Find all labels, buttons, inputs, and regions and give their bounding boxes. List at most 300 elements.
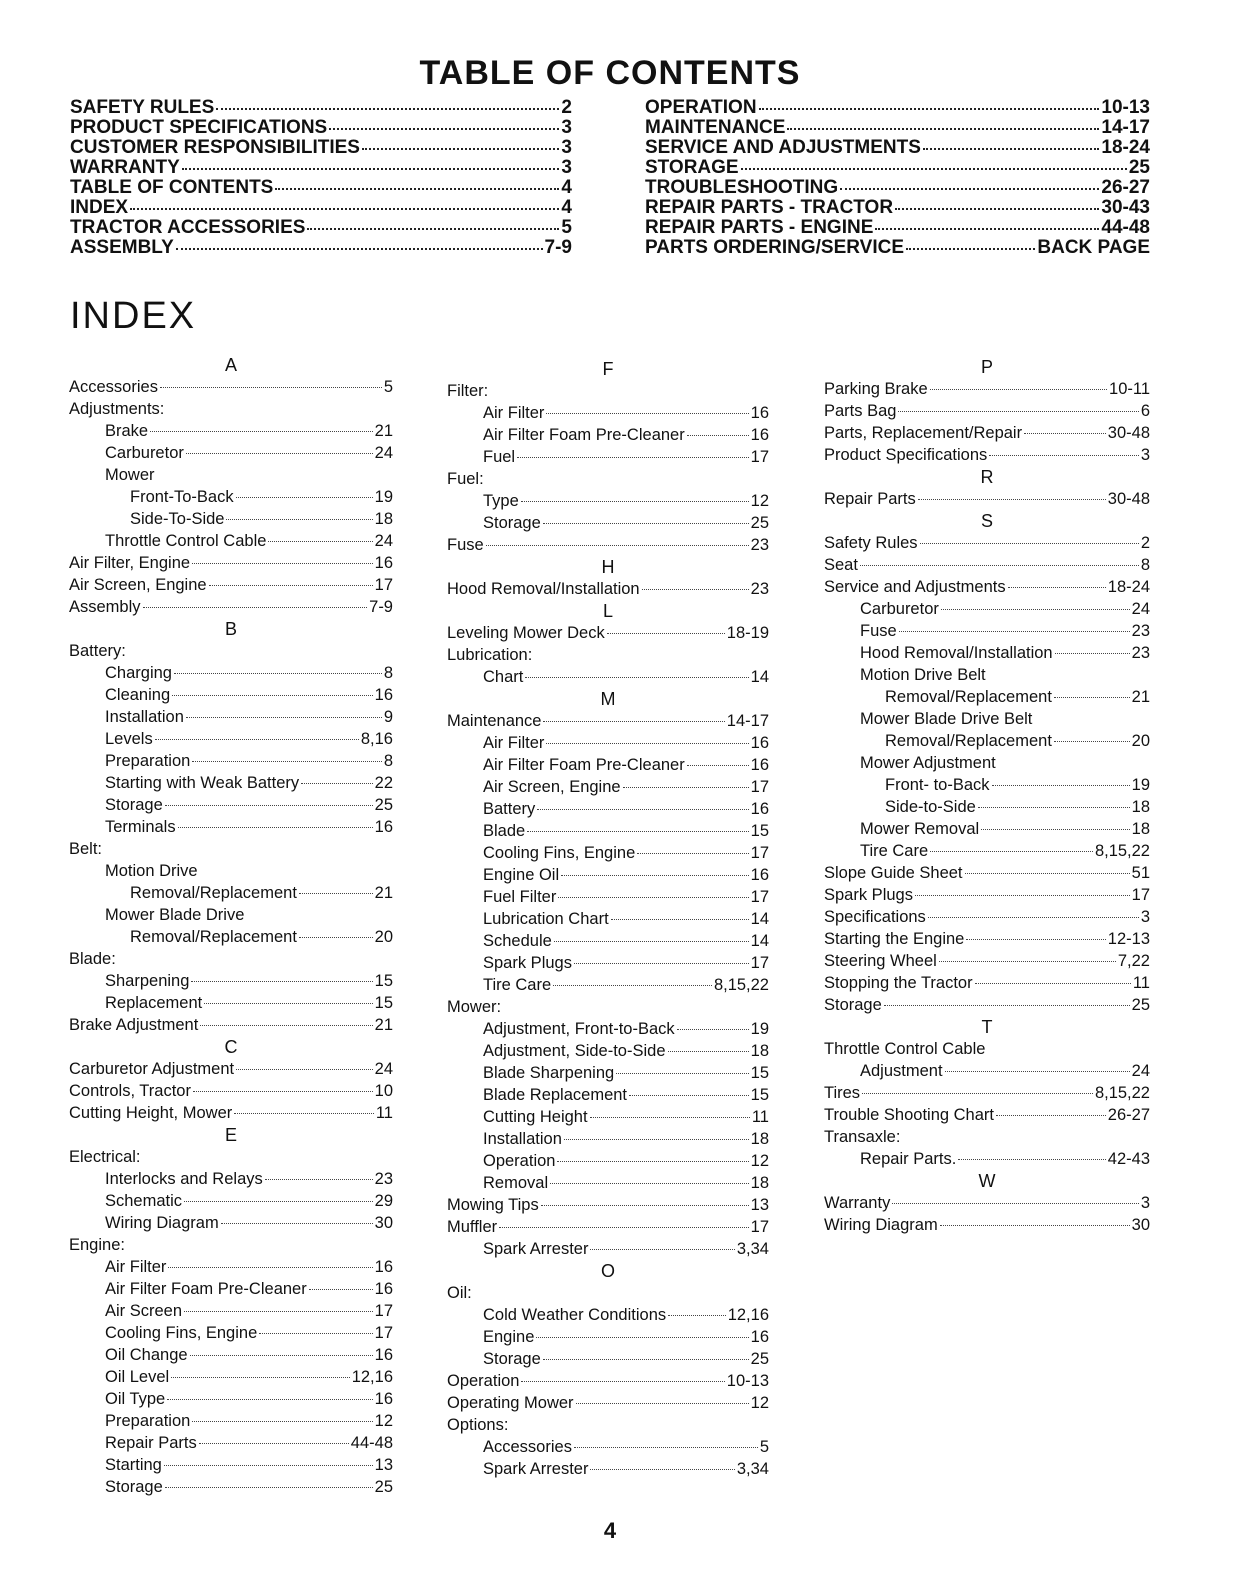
index-entry <box>447 468 769 490</box>
dot-leader <box>550 1183 749 1184</box>
dot-leader <box>541 1205 749 1206</box>
index-entry-page: 16 <box>374 1346 393 1364</box>
index-entry-term: Trouble Shooting Chart <box>824 1106 994 1124</box>
index-entry-page: 11 <box>1132 974 1150 992</box>
index-entry <box>69 1278 393 1300</box>
index-entry <box>824 422 1150 444</box>
index-entry-page: 10 <box>374 1082 393 1100</box>
dot-leader <box>130 208 559 210</box>
index-entry-page: 16 <box>374 1280 393 1298</box>
index-entry <box>824 1214 1150 1236</box>
dot-leader <box>517 457 749 458</box>
index-entry-page: 24 <box>374 1060 393 1078</box>
index-entry-page: 29 <box>374 1192 393 1210</box>
index-entry-page: 18-24 <box>1107 578 1150 596</box>
index-entry <box>447 1436 769 1458</box>
index-entry-term: Safety Rules <box>824 534 918 552</box>
index-entry-page: 24 <box>374 444 393 462</box>
index-entry-page: 6 <box>1140 402 1150 420</box>
index-entry <box>824 840 1150 862</box>
dot-leader <box>307 228 559 230</box>
index-entry-term: Fuse <box>860 622 897 640</box>
index-entry <box>69 662 393 684</box>
dot-leader <box>362 148 559 150</box>
index-entry-term: Mowing Tips <box>447 1196 539 1214</box>
dot-leader <box>687 765 749 766</box>
dot-leader <box>182 168 560 170</box>
dot-leader <box>521 1381 724 1382</box>
toc-entry <box>70 138 572 158</box>
index-entry <box>447 886 769 908</box>
index-entry <box>824 972 1150 994</box>
index-entry-term: Product Specifications <box>824 446 988 464</box>
toc-entry-label: CUSTOMER RESPONSIBILITIES <box>70 137 360 158</box>
dot-leader <box>1054 697 1130 698</box>
toc-entry-page: 2 <box>561 97 572 118</box>
index-entry-page: 15 <box>750 1064 769 1082</box>
dot-leader <box>192 761 382 762</box>
index-entry-page: 12 <box>374 1412 393 1430</box>
index-entry <box>824 906 1150 928</box>
index-entry <box>447 1216 769 1238</box>
dot-leader <box>915 895 1130 896</box>
index-entry <box>69 442 393 464</box>
index-entry-term: Operation <box>483 1152 556 1170</box>
index-section-letter: A <box>224 355 237 375</box>
index-entry <box>447 666 769 688</box>
index-entry-page: 25 <box>374 796 393 814</box>
dot-leader <box>1024 433 1106 434</box>
index-entry-term: Interlocks and Relays <box>105 1170 263 1188</box>
dot-leader <box>236 497 373 498</box>
dot-leader <box>930 851 1093 852</box>
dot-leader <box>543 1359 749 1360</box>
index-entry-term: Motion Drive <box>105 862 198 880</box>
index-entry <box>69 530 393 552</box>
index-entry-term: Throttle Control Cable <box>105 532 267 550</box>
index-entry <box>447 1018 769 1040</box>
index-entry-term: Engine: <box>69 1236 125 1254</box>
index-entry <box>447 952 769 974</box>
index-entry-term: Installation <box>483 1130 562 1148</box>
index-entry-term: Oil Change <box>105 1346 188 1364</box>
dot-leader <box>918 499 1106 500</box>
index-entry <box>69 684 393 706</box>
toc-entry <box>645 198 1150 218</box>
index-entry-term: Adjustment, Front-to-Back <box>483 1020 675 1038</box>
index-entry-term: Removal <box>483 1174 549 1192</box>
index-entry <box>447 1370 769 1392</box>
index-entry-page: 23 <box>1131 644 1150 662</box>
index-entry <box>447 1282 769 1304</box>
index-entry-term: Spark Plugs <box>824 886 913 904</box>
index-entry-term: Blade Sharpening <box>483 1064 615 1082</box>
index-entry <box>69 1168 393 1190</box>
index-entry <box>824 928 1150 950</box>
dot-leader <box>192 1421 372 1422</box>
index-title: INDEX <box>70 295 197 337</box>
index-entry-term: Mower Adjustment <box>860 754 996 772</box>
index-entry-page: 16 <box>750 1328 769 1346</box>
dot-leader <box>329 128 559 130</box>
index-entry-page: 8 <box>383 752 393 770</box>
index-entry-page: 14 <box>750 932 769 950</box>
index-entry-term: Spark Arrester <box>483 1460 589 1478</box>
index-entry <box>69 640 393 662</box>
dot-leader <box>981 829 1129 830</box>
dot-leader <box>174 673 382 674</box>
index-entry-term: Electrical: <box>69 1148 141 1166</box>
dot-leader <box>923 148 1100 150</box>
index-entry-page: 11 <box>375 1104 393 1122</box>
index-entry-term: Accessories <box>69 378 158 396</box>
index-entry-term: Stopping the Tractor <box>824 974 973 992</box>
dot-leader <box>898 411 1138 412</box>
toc-entry-page: 3 <box>561 117 572 138</box>
index-entry-term: Charging <box>105 664 172 682</box>
toc-entry <box>70 98 572 118</box>
index-entry <box>69 1410 393 1432</box>
index-entry-page: 23 <box>750 536 769 554</box>
toc-entry-page: 4 <box>561 177 572 198</box>
dot-leader <box>499 1227 749 1228</box>
dot-leader <box>574 963 749 964</box>
index-entry <box>69 1322 393 1344</box>
index-entry <box>69 596 393 618</box>
index-entry-term: Seat <box>824 556 858 574</box>
index-entry-page: 30-48 <box>1107 490 1150 508</box>
dot-leader <box>527 831 748 832</box>
index-entry-term: Starting with Weak Battery <box>105 774 300 792</box>
index-entry-page: 18 <box>1131 820 1150 838</box>
dot-leader <box>184 1201 373 1202</box>
dot-leader <box>557 1161 748 1162</box>
index-entry-term: Filter: <box>447 382 489 400</box>
dot-leader <box>860 565 1139 566</box>
index-section-letter: W <box>978 1171 996 1191</box>
dot-leader <box>930 389 1107 390</box>
index-section-letter: T <box>981 1017 993 1037</box>
index-entry <box>69 376 393 398</box>
index-entry-term: Storage <box>105 1478 163 1496</box>
index-entry-term: Hood Removal/Installation <box>447 580 640 598</box>
toc-entry-label: WARRANTY <box>70 157 180 178</box>
dot-leader <box>590 1117 750 1118</box>
index-entry <box>69 706 393 728</box>
toc-entry-page: 3 <box>561 157 572 178</box>
toc-entry <box>70 118 572 138</box>
dot-leader <box>741 168 1127 170</box>
index-entry-term: Accessories <box>483 1438 572 1456</box>
index-entry-page: 25 <box>1131 996 1150 1014</box>
index-entry <box>824 378 1150 400</box>
dot-leader <box>989 455 1139 456</box>
index-entry <box>69 508 393 530</box>
index-entry-term: Oil Type <box>105 1390 166 1408</box>
index-entry <box>824 994 1150 1016</box>
index-entry-page: 12 <box>750 492 769 510</box>
index-entry <box>824 884 1150 906</box>
index-entry <box>447 644 769 666</box>
dot-leader <box>668 1051 749 1052</box>
index-entry-term: Oil: <box>447 1284 472 1302</box>
index-entry-term: Mower Blade Drive Belt <box>860 710 1033 728</box>
dot-leader <box>155 739 359 740</box>
index-entry-page: 23 <box>374 1170 393 1188</box>
toc-entry-label: MAINTENANCE <box>645 117 786 138</box>
index-entry <box>69 1190 393 1212</box>
dot-leader <box>677 1029 749 1030</box>
index-entry-term: Removal/Replacement <box>130 928 297 946</box>
index-entry-term: Hood Removal/Installation <box>860 644 1053 662</box>
index-entry-page: 7-9 <box>369 598 393 616</box>
index-entry-term: Oil Level <box>105 1368 170 1386</box>
index-entry <box>69 970 393 992</box>
index-entry-term: Mower Removal <box>860 820 980 838</box>
dot-leader <box>840 188 1099 190</box>
index-entry-term: Air Filter <box>483 734 545 752</box>
index-entry-term: Warranty <box>824 1194 891 1212</box>
index-entry <box>447 424 769 446</box>
dot-leader <box>200 1025 372 1026</box>
dot-leader <box>192 563 373 564</box>
index-entry <box>824 1126 1150 1148</box>
index-entry-term: Air Filter Foam Pre-Cleaner <box>483 426 685 444</box>
index-entry <box>824 664 1150 686</box>
index-entry-term: Storage <box>483 1350 541 1368</box>
index-entry-page: 18 <box>1131 798 1150 816</box>
index-entry-term: Cutting Height, Mower <box>69 1104 233 1122</box>
dot-leader <box>259 1333 372 1334</box>
toc-entry <box>645 98 1150 118</box>
index-entry <box>824 444 1150 466</box>
index-entry <box>447 842 769 864</box>
dot-leader <box>576 1403 749 1404</box>
index-entry <box>447 1194 769 1216</box>
index-entry-term: Brake <box>105 422 149 440</box>
index-entry <box>69 464 393 486</box>
index-entry <box>447 1414 769 1436</box>
index-entry-term: Mower Blade Drive <box>105 906 245 924</box>
index-column-1 <box>69 354 393 1498</box>
index-entry <box>69 1212 393 1234</box>
index-entry <box>824 796 1150 818</box>
index-entry-page: 8,15,22 <box>1094 842 1150 860</box>
index-entry-page: 16 <box>374 554 393 572</box>
index-entry-term: Fuel <box>483 448 516 466</box>
index-entry <box>69 750 393 772</box>
dot-leader <box>966 939 1105 940</box>
dot-leader <box>165 805 373 806</box>
toc-entry <box>70 238 572 258</box>
toc-entry-label: REPAIR PARTS - ENGINE <box>645 217 874 238</box>
index-entry-page: 12 <box>750 1152 769 1170</box>
toc-entry-page: 5 <box>561 217 572 238</box>
toc-entry-page: 3 <box>561 137 572 158</box>
page-number: 4 <box>603 1518 617 1543</box>
index-entry <box>69 1234 393 1256</box>
index-entry-page: 13 <box>374 1456 393 1474</box>
index-column-3 <box>824 356 1150 1236</box>
dot-leader <box>1055 653 1130 654</box>
index-entry-term: Brake Adjustment <box>69 1016 199 1034</box>
index-entry-page: 21 <box>374 1016 393 1034</box>
toc-entry-label: OPERATION <box>645 97 757 118</box>
index-entry-term: Specifications <box>824 908 926 926</box>
dot-leader <box>193 1091 373 1092</box>
index-entry-page: 17 <box>750 954 769 972</box>
index-entry <box>447 380 769 402</box>
index-entry-page: 25 <box>374 1478 393 1496</box>
index-entry-term: Tire Care <box>860 842 929 860</box>
index-entry <box>824 400 1150 422</box>
index-entry-term: Spark Arrester <box>483 1240 589 1258</box>
index-entry-term: Tire Care <box>483 976 552 994</box>
index-entry-page: 16 <box>750 404 769 422</box>
index-entry-page: 22 <box>374 774 393 792</box>
index-entry <box>824 862 1150 884</box>
index-entry-term: Repair Parts <box>824 490 916 508</box>
index-entry-page: 24 <box>374 532 393 550</box>
index-entry-page: 3 <box>1140 908 1150 926</box>
index-entry-term: Front- to-Back <box>885 776 990 794</box>
dot-leader <box>543 523 749 524</box>
index-entry <box>69 1058 393 1080</box>
dot-leader <box>637 853 748 854</box>
index-entry <box>69 948 393 970</box>
index-entry-term: Removal/Replacement <box>130 884 297 902</box>
index-entry-term: Fuel Filter <box>483 888 557 906</box>
index-entry-page: 17 <box>1131 886 1150 904</box>
index-entry-term: Cooling Fins, Engine <box>483 844 636 862</box>
index-entry-term: Belt: <box>69 840 103 858</box>
index-entry-page: 17 <box>374 576 393 594</box>
index-entry <box>447 490 769 512</box>
dot-leader <box>184 1311 373 1312</box>
index-entry <box>69 882 393 904</box>
dot-leader <box>862 1093 1093 1094</box>
index-section-letter: E <box>224 1125 237 1145</box>
index-entry-page: 19 <box>1131 776 1150 794</box>
dot-leader <box>996 1115 1106 1116</box>
index-entry-page: 12,16 <box>727 1306 769 1324</box>
index-entry <box>824 1148 1150 1170</box>
toc-entry-label: STORAGE <box>645 157 739 178</box>
index-entry <box>824 708 1150 730</box>
index-entry-page: 8,16 <box>360 730 393 748</box>
dot-leader <box>590 1469 734 1470</box>
dot-leader <box>574 1447 758 1448</box>
index-entry-page: 30-48 <box>1107 424 1150 442</box>
index-entry-page: 3 <box>1140 1194 1150 1212</box>
dot-leader <box>554 941 749 942</box>
dot-leader <box>521 501 749 502</box>
index-entry <box>447 534 769 556</box>
index-entry-term: Operating Mower <box>447 1394 574 1412</box>
index-entry-term: Operation <box>447 1372 520 1390</box>
index-entry <box>69 772 393 794</box>
toc-entry-page: 14-17 <box>1101 117 1150 138</box>
dot-leader <box>975 983 1131 984</box>
index-entry-page: 8,15,22 <box>1094 1084 1150 1102</box>
index-entry-page: 18 <box>750 1042 769 1060</box>
dot-leader <box>216 108 559 110</box>
index-section-letter: S <box>980 511 993 531</box>
index-entry-page: 18 <box>374 510 393 528</box>
index-entry-term: Terminals <box>105 818 176 836</box>
dot-leader <box>268 541 372 542</box>
dot-leader <box>178 827 373 828</box>
index-entry <box>824 620 1150 642</box>
index-entry <box>447 1172 769 1194</box>
toc-entry <box>70 178 572 198</box>
index-entry-term: Air Filter, Engine <box>69 554 191 572</box>
index-entry-page: 30 <box>1131 1216 1150 1234</box>
toc-entry-page: 44-48 <box>1101 217 1150 238</box>
index-entry-term: Cooling Fins, Engine <box>105 1324 258 1342</box>
dot-leader <box>884 1005 1130 1006</box>
index-entry <box>447 798 769 820</box>
index-entry <box>69 1432 393 1454</box>
index-entry-term: Starting the Engine <box>824 930 965 948</box>
index-entry <box>447 1150 769 1172</box>
toc-entry-label: TABLE OF CONTENTS <box>70 177 274 198</box>
dot-leader <box>301 783 373 784</box>
index-section-letter: C <box>224 1037 238 1057</box>
dot-leader <box>958 1159 1106 1160</box>
index-entry-page: 16 <box>750 756 769 774</box>
index-entry-page: 23 <box>750 580 769 598</box>
toc-entry <box>70 158 572 178</box>
dot-leader <box>186 453 373 454</box>
index-entry <box>69 794 393 816</box>
index-entry-page: 13 <box>750 1196 769 1214</box>
dot-leader <box>171 1377 350 1378</box>
index-entry-page: 21 <box>374 884 393 902</box>
dot-leader <box>945 1071 1130 1072</box>
index-entry-page: 17 <box>750 778 769 796</box>
index-entry <box>69 1344 393 1366</box>
toc-entry <box>645 178 1150 198</box>
index-entry <box>447 512 769 534</box>
index-entry-page: 18-19 <box>726 624 769 642</box>
dot-leader <box>265 1179 373 1180</box>
toc-entry-label: INDEX <box>70 197 129 218</box>
index-entry <box>447 622 769 644</box>
index-entry-page: 19 <box>750 1020 769 1038</box>
index-entry-term: Motion Drive Belt <box>860 666 986 684</box>
index-section-letter: B <box>224 619 237 639</box>
dot-leader <box>221 1223 373 1224</box>
dot-leader <box>226 519 372 520</box>
index-entry <box>447 1128 769 1150</box>
index-entry-term: Adjustment, Side-to-Side <box>483 1042 666 1060</box>
dot-leader <box>234 1113 374 1114</box>
index-entry <box>69 816 393 838</box>
toc-entry-page: 18-24 <box>1101 137 1150 158</box>
index-entry <box>447 402 769 424</box>
index-entry-page: 12-13 <box>1107 930 1150 948</box>
index-entry <box>447 908 769 930</box>
dot-leader <box>892 1203 1138 1204</box>
index-entry <box>69 1256 393 1278</box>
index-entry-term: Air Filter Foam Pre-Cleaner <box>483 756 685 774</box>
dot-leader <box>920 543 1139 544</box>
index-entry <box>69 420 393 442</box>
index-entry-page: 19 <box>374 488 393 506</box>
toc-left-column <box>70 98 572 258</box>
index-entry <box>69 1454 393 1476</box>
